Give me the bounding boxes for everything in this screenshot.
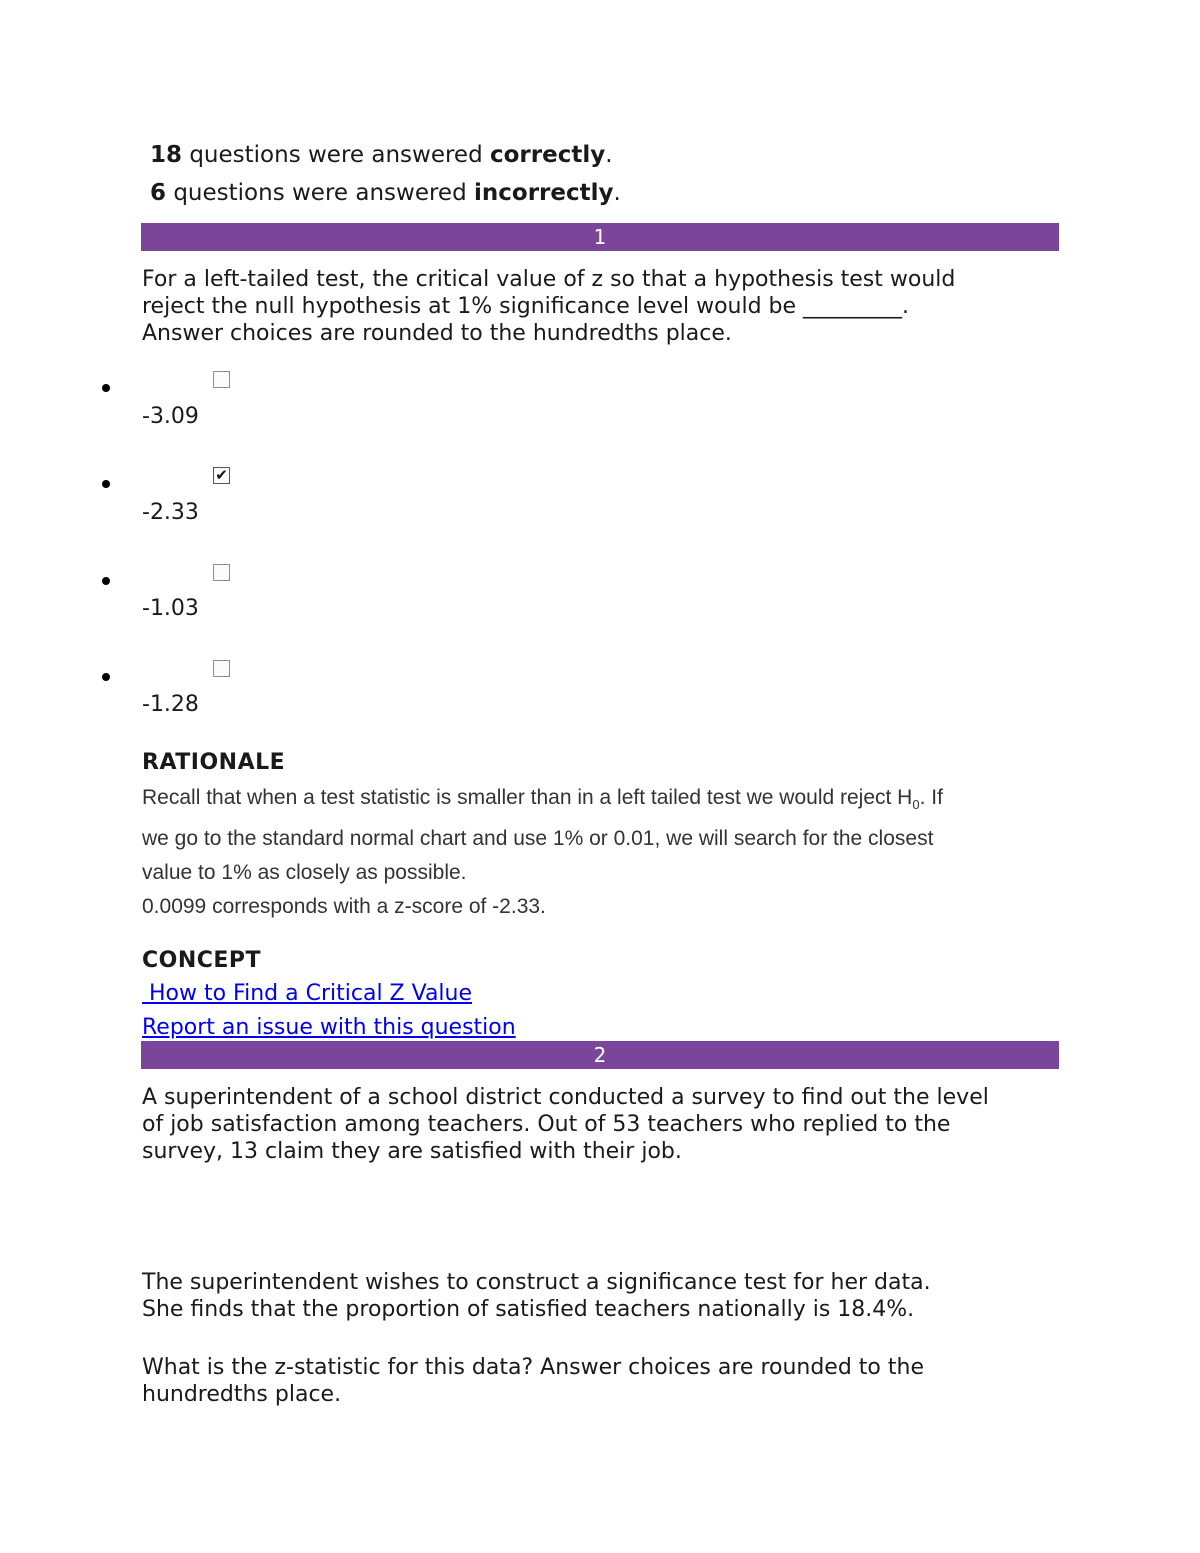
correct-summary [150,140,613,170]
option-b-checkbox[interactable] [213,467,230,484]
correct-word: correctly [490,142,606,168]
option-bullet [102,384,110,392]
incorrect-summary [150,178,621,208]
question-2-para-1 [142,1084,1062,1165]
incorrect-count: 6 [150,180,167,206]
correct-count: 18 [150,142,183,168]
rationale-heading: RATIONALE [142,750,286,775]
option-a-label: -3.09 [142,404,199,429]
option-bullet [102,577,110,585]
rationale-line: 0.0099 corresponds with a z-score of -2.33. [142,895,546,919]
report-issue-link[interactable]: Report an issue with this question [142,1015,516,1040]
rationale-line: we go to the standard normal chart and use 1% or 0.01, we will search for the closest [142,827,934,851]
concept-heading: CONCEPT [142,948,262,973]
rationale-line [142,781,1042,822]
option-bullet [102,673,110,681]
question-line: For a left-tailed test, the critical value of z so that a hypothesis test would [142,267,956,292]
question-line: A superintendent of a school district conducted a survey to find out the level [142,1085,989,1110]
question-2-header: 2 [141,1041,1059,1069]
question-line: hundredths place. [142,1382,342,1407]
question-line: The superintendent wishes to construct a significance test for her data. [142,1270,931,1295]
rationale-line-1-end: . If [919,786,943,809]
incorrect-text: questions were answered [166,180,474,206]
option-d-label: -1.28 [142,692,199,717]
question-2-para-2 [142,1269,1062,1323]
subscript: 0 [912,797,920,813]
period: . [605,142,613,168]
question-line: What is the z-statistic for this data? Answer choices are rounded to the [142,1355,924,1380]
concept-link[interactable]: How to Find a Critical Z Value [142,981,473,1006]
option-d-checkbox[interactable] [213,660,230,677]
question-line: Answer choices are rounded to the hundredths place. [142,321,732,346]
option-b-label: -2.33 [142,500,199,525]
option-bullet [102,480,110,488]
rationale-text [142,781,1042,924]
question-2-para-3 [142,1354,1062,1408]
rationale-line: value to 1% as closely as possible. [142,861,467,885]
correct-text: questions were answered [182,142,490,168]
question-line: reject the null hypothesis at 1% significance level would be _________. [142,294,910,319]
question-line: She finds that the proportion of satisfied teachers nationally is 18.4%. [142,1297,915,1322]
option-a-checkbox[interactable] [213,371,230,388]
incorrect-word: incorrectly [474,180,614,206]
question-1-text [142,266,1062,347]
period: . [613,180,621,206]
question-line: survey, 13 claim they are satisfied with their job. [142,1139,682,1164]
question-1-header: 1 [141,223,1059,251]
check-icon: ✔ [215,466,228,484]
rationale-line-1: Recall that when a test statistic is smaller than in a left tailed test we would reject H [142,786,913,809]
option-c-checkbox[interactable] [213,564,230,581]
question-line: of job satisfaction among teachers. Out of 53 teachers who replied to the [142,1112,951,1137]
option-c-label: -1.03 [142,596,199,621]
